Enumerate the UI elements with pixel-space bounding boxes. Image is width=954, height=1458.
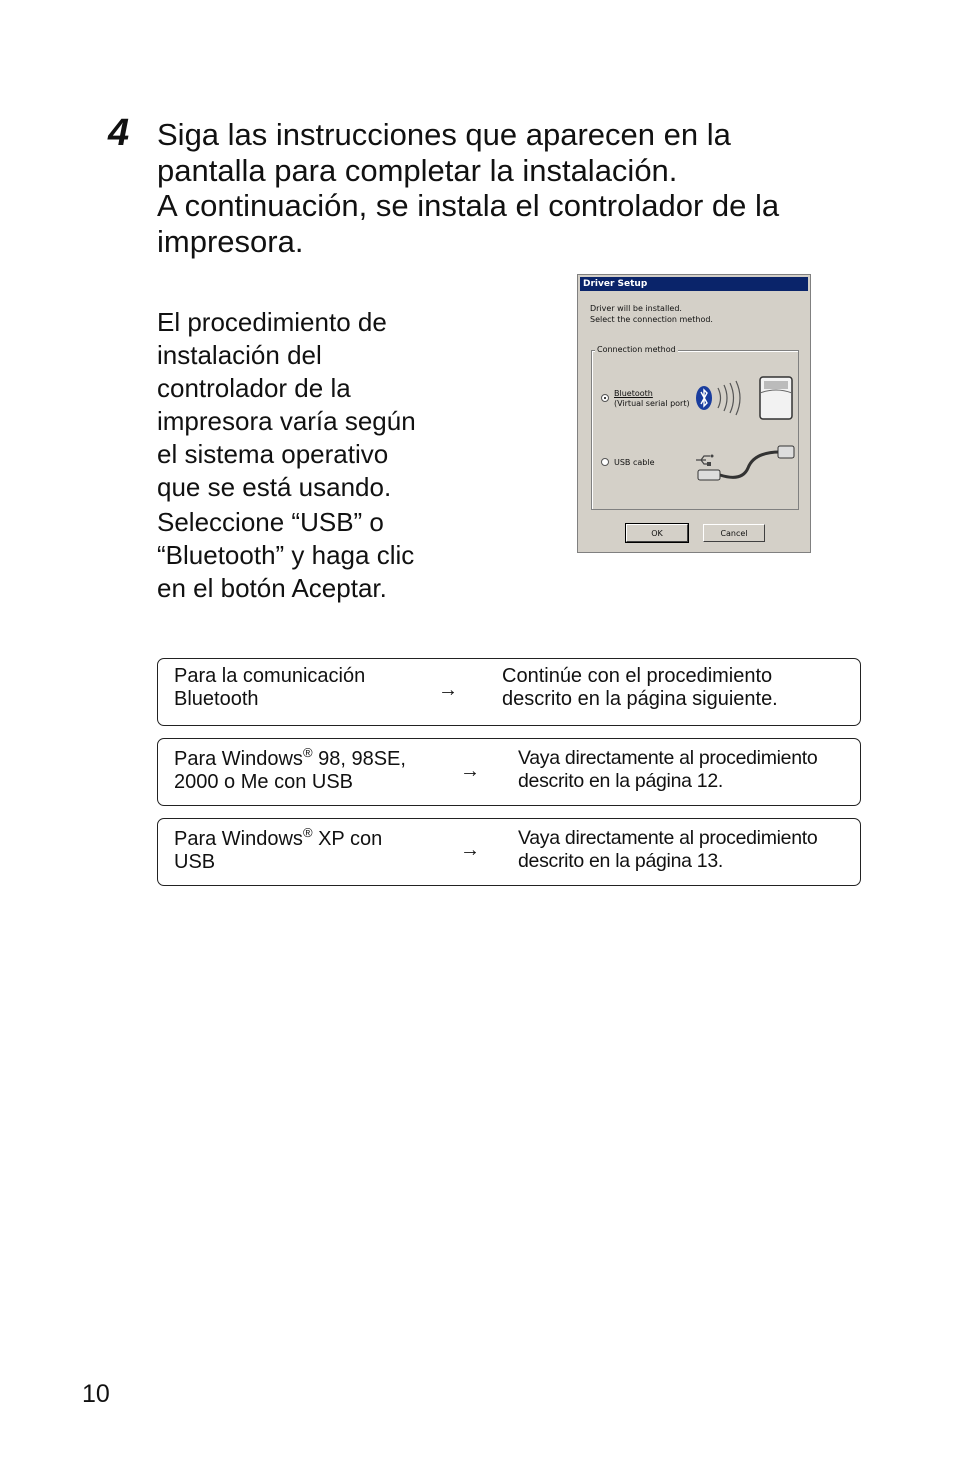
step-line: A continuación, se instala el controlador de la [157,188,780,223]
ok-button[interactable]: OK [626,524,688,542]
table-row [157,818,861,886]
row-instruction [502,665,778,711]
condition-line: USB [174,851,216,873]
dialog-message-line: Driver will be installed. [590,304,682,313]
condition-line [174,825,383,851]
instruction-line: Vaya directamente al procedimiento [518,827,818,849]
condition-text: Para Windows [174,748,303,770]
bluetooth-sublabel: (Virtual serial port) [614,399,690,408]
bluetooth-radio[interactable] [601,394,609,402]
row-condition [174,665,365,711]
usb-cable-icon [690,440,800,488]
registered-mark: ® [302,825,313,840]
desc-line: que se está usando. [157,472,392,502]
page-number: 10 [82,1380,110,1408]
instruction-line: descrito en la página 13. [518,850,723,872]
desc-line: en el botón Aceptar. [157,573,387,603]
condition-line: Para la comunicación [174,665,366,687]
step-line: Siga las instrucciones que aparecen en la [157,117,731,152]
desc-line: “Bluetooth” y haga clic [157,540,415,570]
dialog-message [590,303,713,325]
connection-method-label: Connection method [597,345,676,354]
desc-line: Seleccione “USB” o [157,507,384,537]
desc-line: controlador de la [157,373,351,403]
instruction-line: descrito en la página 12. [518,770,723,792]
condition-line: 2000 o Me con USB [174,771,353,793]
table-row [157,738,861,806]
driver-setup-dialog [577,274,811,553]
bluetooth-label: Bluetooth [614,389,653,398]
procedure-description [157,306,477,605]
arrow-icon: → [460,760,480,782]
row-instruction [518,827,817,873]
bluetooth-printer-icon [692,373,798,423]
bluetooth-option-label[interactable] [614,389,690,409]
usb-radio[interactable] [601,458,609,466]
instruction-line: Vaya directamente al procedimiento [518,747,818,769]
dialog-message-line: Select the connection method. [590,315,713,324]
instruction-line: Continúe con el procedimiento [502,665,773,687]
desc-line: instalación del [157,340,322,370]
row-instruction [518,747,817,793]
row-condition [174,745,406,794]
table-row [157,658,861,726]
usb-option-label[interactable]: USB cable [614,458,655,467]
registered-mark: ® [302,745,313,760]
step-line: pantalla para completar la instalación. [157,152,678,188]
arrow-icon: → [460,839,480,861]
cancel-button[interactable]: Cancel [703,524,765,542]
desc-line: El procedimiento de [157,307,387,337]
step-number: 4 [108,112,130,154]
condition-text: XP con [312,828,383,850]
condition-line [174,745,406,771]
instruction-line: descrito en la página siguiente. [502,688,778,710]
condition-text: Para Windows [174,828,303,850]
condition-line: Bluetooth [174,688,259,710]
desc-line: impresora varía según [157,406,416,436]
row-condition [174,825,383,874]
dialog-title: Driver Setup [580,277,808,291]
step-line: impresora. [157,223,304,259]
condition-text: 98, 98SE, [312,748,406,770]
desc-line: el sistema operativo [157,439,389,469]
step-instruction [157,117,917,259]
arrow-icon: → [438,679,458,701]
